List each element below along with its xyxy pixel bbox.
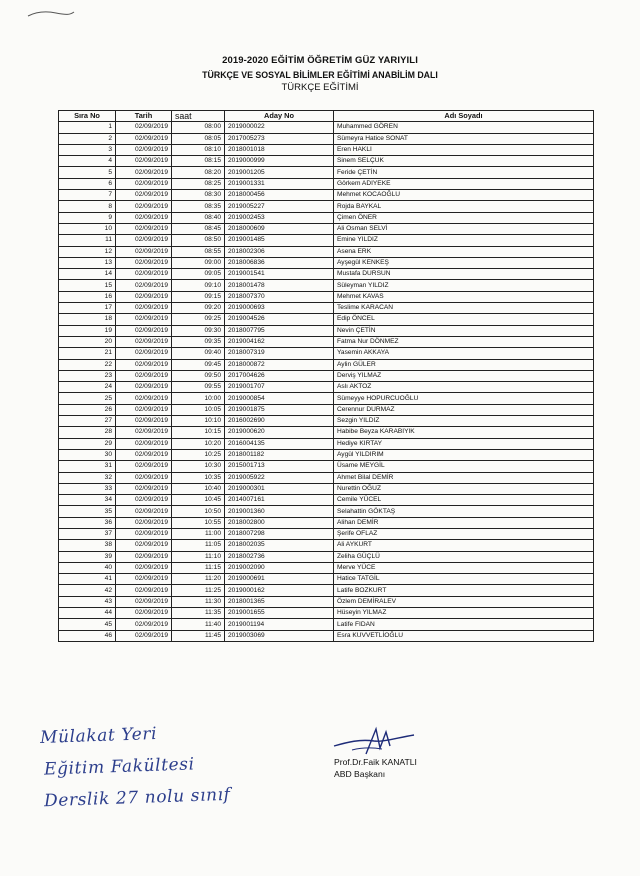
row-time: 09:15 xyxy=(172,291,225,302)
row-number: 35 xyxy=(59,506,116,517)
row-time: 11:00 xyxy=(172,528,225,539)
row-full-name: Hatice TATGİL xyxy=(334,574,594,585)
row-date: 02/09/2019 xyxy=(116,314,172,325)
row-applicant-no: 2018007319 xyxy=(225,348,334,359)
row-number: 39 xyxy=(59,551,116,562)
row-full-name: Sümeyra Hatice SONAT xyxy=(334,133,594,144)
row-applicant-no: 2019001655 xyxy=(225,608,334,619)
row-date: 02/09/2019 xyxy=(116,257,172,268)
row-full-name: Rojda BAYKAL xyxy=(334,201,594,212)
row-time: 09:20 xyxy=(172,303,225,314)
row-date: 02/09/2019 xyxy=(116,212,172,223)
row-full-name: Esra KUVVETLİOĞLU xyxy=(334,630,594,641)
row-time: 10:55 xyxy=(172,517,225,528)
row-date: 02/09/2019 xyxy=(116,528,172,539)
table-row xyxy=(59,167,594,178)
row-time: 10:00 xyxy=(172,393,225,404)
table-row xyxy=(59,235,594,246)
row-applicant-no: 2018002306 xyxy=(225,246,334,257)
row-time: 08:50 xyxy=(172,235,225,246)
row-full-name: Sezgin YILDIZ xyxy=(334,416,594,427)
row-time: 08:00 xyxy=(172,122,225,133)
row-applicant-no: 2018007370 xyxy=(225,291,334,302)
table-row xyxy=(59,574,594,585)
row-date: 02/09/2019 xyxy=(116,167,172,178)
row-time: 09:30 xyxy=(172,325,225,336)
row-time: 11:25 xyxy=(172,585,225,596)
row-time: 11:30 xyxy=(172,596,225,607)
row-date: 02/09/2019 xyxy=(116,178,172,189)
row-applicant-no: 2019000620 xyxy=(225,427,334,438)
row-full-name: Zeliha GÜÇLÜ xyxy=(334,551,594,562)
row-applicant-no: 2019001331 xyxy=(225,178,334,189)
row-time: 11:15 xyxy=(172,562,225,573)
table-row xyxy=(59,269,594,280)
row-applicant-no: 2019000301 xyxy=(225,483,334,494)
row-number: 1 xyxy=(59,122,116,133)
row-full-name: Selahattin GÖKTAŞ xyxy=(334,506,594,517)
row-time: 09:55 xyxy=(172,382,225,393)
row-applicant-no: 2019005227 xyxy=(225,201,334,212)
row-number: 8 xyxy=(59,201,116,212)
row-number: 12 xyxy=(59,246,116,257)
row-applicant-no: 2018002035 xyxy=(225,540,334,551)
row-full-name: Yasemin AKKAYA xyxy=(334,348,594,359)
row-date: 02/09/2019 xyxy=(116,223,172,234)
row-number: 26 xyxy=(59,404,116,415)
table-row xyxy=(59,223,594,234)
interview-schedule-table xyxy=(58,110,594,642)
row-date: 02/09/2019 xyxy=(116,483,172,494)
row-applicant-no: 2018007795 xyxy=(225,325,334,336)
row-date: 02/09/2019 xyxy=(116,461,172,472)
column-header: Aday No xyxy=(225,111,334,122)
row-number: 31 xyxy=(59,461,116,472)
row-full-name: Hediye KIRTAY xyxy=(334,438,594,449)
row-date: 02/09/2019 xyxy=(116,438,172,449)
row-time: 09:25 xyxy=(172,314,225,325)
row-applicant-no: 2019001541 xyxy=(225,269,334,280)
table-row xyxy=(59,212,594,223)
signatory-name: Prof.Dr.Faik KANATLI xyxy=(334,757,417,767)
row-full-name: Ali Osman SELVİ xyxy=(334,223,594,234)
row-date: 02/09/2019 xyxy=(116,144,172,155)
row-number: 20 xyxy=(59,336,116,347)
row-applicant-no: 2019000691 xyxy=(225,574,334,585)
row-number: 33 xyxy=(59,483,116,494)
row-full-name: Aylin GÜLER xyxy=(334,359,594,370)
row-number: 38 xyxy=(59,540,116,551)
row-time: 11:35 xyxy=(172,608,225,619)
row-number: 28 xyxy=(59,427,116,438)
signatory-block xyxy=(334,756,417,780)
row-date: 02/09/2019 xyxy=(116,562,172,573)
row-date: 02/09/2019 xyxy=(116,382,172,393)
row-time: 10:20 xyxy=(172,438,225,449)
row-applicant-no: 2018000456 xyxy=(225,190,334,201)
handwritten-note-line: Derslik 27 nolu sınıf xyxy=(43,784,231,812)
row-applicant-no: 2019003069 xyxy=(225,630,334,641)
row-number: 34 xyxy=(59,495,116,506)
row-time: 10:40 xyxy=(172,483,225,494)
table-row xyxy=(59,348,594,359)
row-applicant-no: 2019001875 xyxy=(225,404,334,415)
row-time: 09:50 xyxy=(172,370,225,381)
row-time: 08:15 xyxy=(172,156,225,167)
row-full-name: Teslime KARACAN xyxy=(334,303,594,314)
row-number: 25 xyxy=(59,393,116,404)
row-date: 02/09/2019 xyxy=(116,472,172,483)
row-time: 10:30 xyxy=(172,461,225,472)
row-applicant-no: 2018001365 xyxy=(225,596,334,607)
row-full-name: Feride ÇETİN xyxy=(334,167,594,178)
table-row xyxy=(59,630,594,641)
row-number: 15 xyxy=(59,280,116,291)
table-row xyxy=(59,190,594,201)
row-applicant-no: 2018006836 xyxy=(225,257,334,268)
row-full-name: Görkem ADIYEKE xyxy=(334,178,594,189)
row-date: 02/09/2019 xyxy=(116,190,172,201)
row-date: 02/09/2019 xyxy=(116,416,172,427)
document-header xyxy=(0,55,640,93)
row-number: 32 xyxy=(59,472,116,483)
row-applicant-no: 2017005273 xyxy=(225,133,334,144)
row-number: 9 xyxy=(59,212,116,223)
row-applicant-no: 2018000609 xyxy=(225,223,334,234)
row-full-name: Süleyman YILDIZ xyxy=(334,280,594,291)
row-number: 45 xyxy=(59,619,116,630)
row-time: 09:00 xyxy=(172,257,225,268)
row-time: 10:05 xyxy=(172,404,225,415)
row-number: 22 xyxy=(59,359,116,370)
row-number: 11 xyxy=(59,235,116,246)
row-number: 23 xyxy=(59,370,116,381)
row-time: 11:45 xyxy=(172,630,225,641)
row-applicant-no: 2019000999 xyxy=(225,156,334,167)
row-applicant-no: 2019001485 xyxy=(225,235,334,246)
column-header: Tarih xyxy=(116,111,172,122)
row-date: 02/09/2019 xyxy=(116,517,172,528)
row-full-name: Cemile YÜCEL xyxy=(334,495,594,506)
row-full-name: Sümeyye HOPURCUOĞLU xyxy=(334,393,594,404)
table-row xyxy=(59,325,594,336)
row-full-name: Hüseyin YILMAZ xyxy=(334,608,594,619)
table-row xyxy=(59,404,594,415)
row-number: 14 xyxy=(59,269,116,280)
row-date: 02/09/2019 xyxy=(116,427,172,438)
row-number: 21 xyxy=(59,348,116,359)
row-time: 09:10 xyxy=(172,280,225,291)
row-date: 02/09/2019 xyxy=(116,325,172,336)
table-row xyxy=(59,483,594,494)
row-time: 11:10 xyxy=(172,551,225,562)
row-applicant-no: 2018000872 xyxy=(225,359,334,370)
table-row xyxy=(59,551,594,562)
row-applicant-no: 2018002736 xyxy=(225,551,334,562)
column-header: saat xyxy=(172,111,225,122)
row-date: 02/09/2019 xyxy=(116,630,172,641)
table-row xyxy=(59,178,594,189)
header-term: 2019-2020 EĞİTİM ÖĞRETİM GÜZ YARIYILI xyxy=(222,55,418,66)
row-time: 09:45 xyxy=(172,359,225,370)
table-row xyxy=(59,449,594,460)
row-number: 18 xyxy=(59,314,116,325)
row-full-name: Muhammed GÖREN xyxy=(334,122,594,133)
row-number: 40 xyxy=(59,562,116,573)
row-full-name: Cerennur DURMAZ xyxy=(334,404,594,415)
row-number: 44 xyxy=(59,608,116,619)
row-full-name: Ahmet Bilal DEMİR xyxy=(334,472,594,483)
row-date: 02/09/2019 xyxy=(116,370,172,381)
row-date: 02/09/2019 xyxy=(116,540,172,551)
row-full-name: Emine YILDIZ xyxy=(334,235,594,246)
table-header-row xyxy=(59,111,594,122)
row-full-name: Asena ERK xyxy=(334,246,594,257)
table-row xyxy=(59,144,594,155)
row-time: 08:40 xyxy=(172,212,225,223)
table-row xyxy=(59,585,594,596)
table-row xyxy=(59,314,594,325)
row-date: 02/09/2019 xyxy=(116,506,172,517)
row-full-name: Aygül YILDIRIM xyxy=(334,449,594,460)
row-full-name: Ali AYKURT xyxy=(334,540,594,551)
table-row xyxy=(59,291,594,302)
row-number: 3 xyxy=(59,144,116,155)
row-full-name: Sinem SELÇUK xyxy=(334,156,594,167)
row-date: 02/09/2019 xyxy=(116,348,172,359)
row-time: 08:05 xyxy=(172,133,225,144)
row-time: 11:05 xyxy=(172,540,225,551)
table-row xyxy=(59,257,594,268)
row-date: 02/09/2019 xyxy=(116,235,172,246)
row-date: 02/09/2019 xyxy=(116,246,172,257)
row-time: 09:35 xyxy=(172,336,225,347)
row-date: 02/09/2019 xyxy=(116,551,172,562)
row-date: 02/09/2019 xyxy=(116,574,172,585)
row-date: 02/09/2019 xyxy=(116,303,172,314)
table-row xyxy=(59,303,594,314)
row-full-name: Eren HAKLI xyxy=(334,144,594,155)
table-row xyxy=(59,416,594,427)
column-header: Adı Soyadı xyxy=(334,111,594,122)
row-number: 29 xyxy=(59,438,116,449)
row-applicant-no: 2019004526 xyxy=(225,314,334,325)
row-date: 02/09/2019 xyxy=(116,585,172,596)
signatory-title: ABD Başkanı xyxy=(334,769,386,779)
row-date: 02/09/2019 xyxy=(116,449,172,460)
row-date: 02/09/2019 xyxy=(116,619,172,630)
table-row xyxy=(59,495,594,506)
row-applicant-no: 2019000022 xyxy=(225,122,334,133)
row-applicant-no: 2018001478 xyxy=(225,280,334,291)
table-row xyxy=(59,562,594,573)
row-time: 08:25 xyxy=(172,178,225,189)
row-full-name: Derviş YILMAZ xyxy=(334,370,594,381)
row-applicant-no: 2017004626 xyxy=(225,370,334,381)
row-date: 02/09/2019 xyxy=(116,393,172,404)
table-row xyxy=(59,246,594,257)
row-number: 13 xyxy=(59,257,116,268)
row-number: 6 xyxy=(59,178,116,189)
row-number: 2 xyxy=(59,133,116,144)
table-row xyxy=(59,608,594,619)
row-applicant-no: 2019001205 xyxy=(225,167,334,178)
row-full-name: Edip ÖNCEL xyxy=(334,314,594,325)
row-full-name: Şerife OFLAZ xyxy=(334,528,594,539)
table-row xyxy=(59,472,594,483)
row-number: 46 xyxy=(59,630,116,641)
row-applicant-no: 2019001360 xyxy=(225,506,334,517)
row-applicant-no: 2018002800 xyxy=(225,517,334,528)
table-row xyxy=(59,517,594,528)
table-row xyxy=(59,427,594,438)
row-applicant-no: 2019002453 xyxy=(225,212,334,223)
row-number: 7 xyxy=(59,190,116,201)
row-number: 16 xyxy=(59,291,116,302)
table-row xyxy=(59,370,594,381)
row-date: 02/09/2019 xyxy=(116,133,172,144)
row-number: 36 xyxy=(59,517,116,528)
row-time: 10:25 xyxy=(172,449,225,460)
table-row xyxy=(59,133,594,144)
row-applicant-no: 2018001018 xyxy=(225,144,334,155)
row-time: 11:40 xyxy=(172,619,225,630)
header-department: TÜRKÇE VE SOSYAL BİLİMLER EĞİTİMİ ANABİLİM DALI xyxy=(202,70,438,80)
row-time: 08:55 xyxy=(172,246,225,257)
table-row xyxy=(59,201,594,212)
row-date: 02/09/2019 xyxy=(116,269,172,280)
row-number: 27 xyxy=(59,416,116,427)
row-date: 02/09/2019 xyxy=(116,608,172,619)
handwritten-note-line: Eğitim Fakültesi xyxy=(43,754,195,780)
row-full-name: Özlem DEMİRALEV xyxy=(334,596,594,607)
row-date: 02/09/2019 xyxy=(116,359,172,370)
table-row xyxy=(59,359,594,370)
row-date: 02/09/2019 xyxy=(116,336,172,347)
row-full-name: Latife FIDAN xyxy=(334,619,594,630)
row-time: 10:35 xyxy=(172,472,225,483)
row-full-name: Nurettin OĞUZ xyxy=(334,483,594,494)
row-number: 10 xyxy=(59,223,116,234)
row-number: 43 xyxy=(59,596,116,607)
row-applicant-no: 2019000693 xyxy=(225,303,334,314)
row-applicant-no: 2016004135 xyxy=(225,438,334,449)
table-row xyxy=(59,528,594,539)
table-row xyxy=(59,619,594,630)
row-full-name: Alihan DEMİR xyxy=(334,517,594,528)
row-number: 4 xyxy=(59,156,116,167)
row-applicant-no: 2019001194 xyxy=(225,619,334,630)
row-full-name: Aslı AKTOZ xyxy=(334,382,594,393)
table-row xyxy=(59,506,594,517)
corner-mark-icon xyxy=(26,8,76,22)
row-applicant-no: 2018001182 xyxy=(225,449,334,460)
row-time: 08:20 xyxy=(172,167,225,178)
row-applicant-no: 2019000162 xyxy=(225,585,334,596)
row-full-name: Çimen ÖNER xyxy=(334,212,594,223)
column-header: Sıra No xyxy=(59,111,116,122)
row-number: 19 xyxy=(59,325,116,336)
row-date: 02/09/2019 xyxy=(116,122,172,133)
row-number: 42 xyxy=(59,585,116,596)
row-full-name: Üsame MEYGİL xyxy=(334,461,594,472)
handwritten-note-line: Mülakat Yeri xyxy=(39,723,158,749)
row-full-name: Habibe Beyza KARABIYIK xyxy=(334,427,594,438)
table-row xyxy=(59,461,594,472)
row-date: 02/09/2019 xyxy=(116,201,172,212)
header-program: TÜRKÇE EĞİTİMİ xyxy=(281,82,359,93)
table-row xyxy=(59,280,594,291)
row-time: 10:50 xyxy=(172,506,225,517)
row-time: 10:10 xyxy=(172,416,225,427)
row-applicant-no: 2015001713 xyxy=(225,461,334,472)
table-row xyxy=(59,393,594,404)
row-applicant-no: 2019002090 xyxy=(225,562,334,573)
row-time: 10:15 xyxy=(172,427,225,438)
row-applicant-no: 2019001707 xyxy=(225,382,334,393)
table-row xyxy=(59,156,594,167)
table-row xyxy=(59,540,594,551)
table-row xyxy=(59,336,594,347)
row-date: 02/09/2019 xyxy=(116,280,172,291)
row-time: 09:05 xyxy=(172,269,225,280)
row-time: 08:30 xyxy=(172,190,225,201)
row-full-name: Mehmet KOCAOĞLU xyxy=(334,190,594,201)
row-time: 11:20 xyxy=(172,574,225,585)
row-applicant-no: 2019005922 xyxy=(225,472,334,483)
row-full-name: Ayşegül KENKEŞ xyxy=(334,257,594,268)
row-time: 08:45 xyxy=(172,223,225,234)
row-time: 09:40 xyxy=(172,348,225,359)
table-row xyxy=(59,382,594,393)
row-applicant-no: 2018007298 xyxy=(225,528,334,539)
row-full-name: Latife BOZKURT xyxy=(334,585,594,596)
row-full-name: Fatma Nur DÖNMEZ xyxy=(334,336,594,347)
row-number: 37 xyxy=(59,528,116,539)
row-time: 08:35 xyxy=(172,201,225,212)
row-full-name: Nevin ÇETİN xyxy=(334,325,594,336)
row-date: 02/09/2019 xyxy=(116,404,172,415)
row-date: 02/09/2019 xyxy=(116,495,172,506)
row-number: 5 xyxy=(59,167,116,178)
row-applicant-no: 2019004162 xyxy=(225,336,334,347)
row-time: 08:10 xyxy=(172,144,225,155)
row-full-name: Mehmet KAVAS xyxy=(334,291,594,302)
signature-icon xyxy=(330,724,420,758)
table-row xyxy=(59,596,594,607)
row-number: 41 xyxy=(59,574,116,585)
row-date: 02/09/2019 xyxy=(116,156,172,167)
row-full-name: Merve YÜCE xyxy=(334,562,594,573)
row-time: 10:45 xyxy=(172,495,225,506)
row-number: 17 xyxy=(59,303,116,314)
table-row xyxy=(59,438,594,449)
row-applicant-no: 2016002690 xyxy=(225,416,334,427)
row-full-name: Mustafa DURSUN xyxy=(334,269,594,280)
row-number: 30 xyxy=(59,449,116,460)
table-row xyxy=(59,122,594,133)
row-applicant-no: 2014007161 xyxy=(225,495,334,506)
row-date: 02/09/2019 xyxy=(116,291,172,302)
row-number: 24 xyxy=(59,382,116,393)
row-date: 02/09/2019 xyxy=(116,596,172,607)
row-applicant-no: 2019000854 xyxy=(225,393,334,404)
